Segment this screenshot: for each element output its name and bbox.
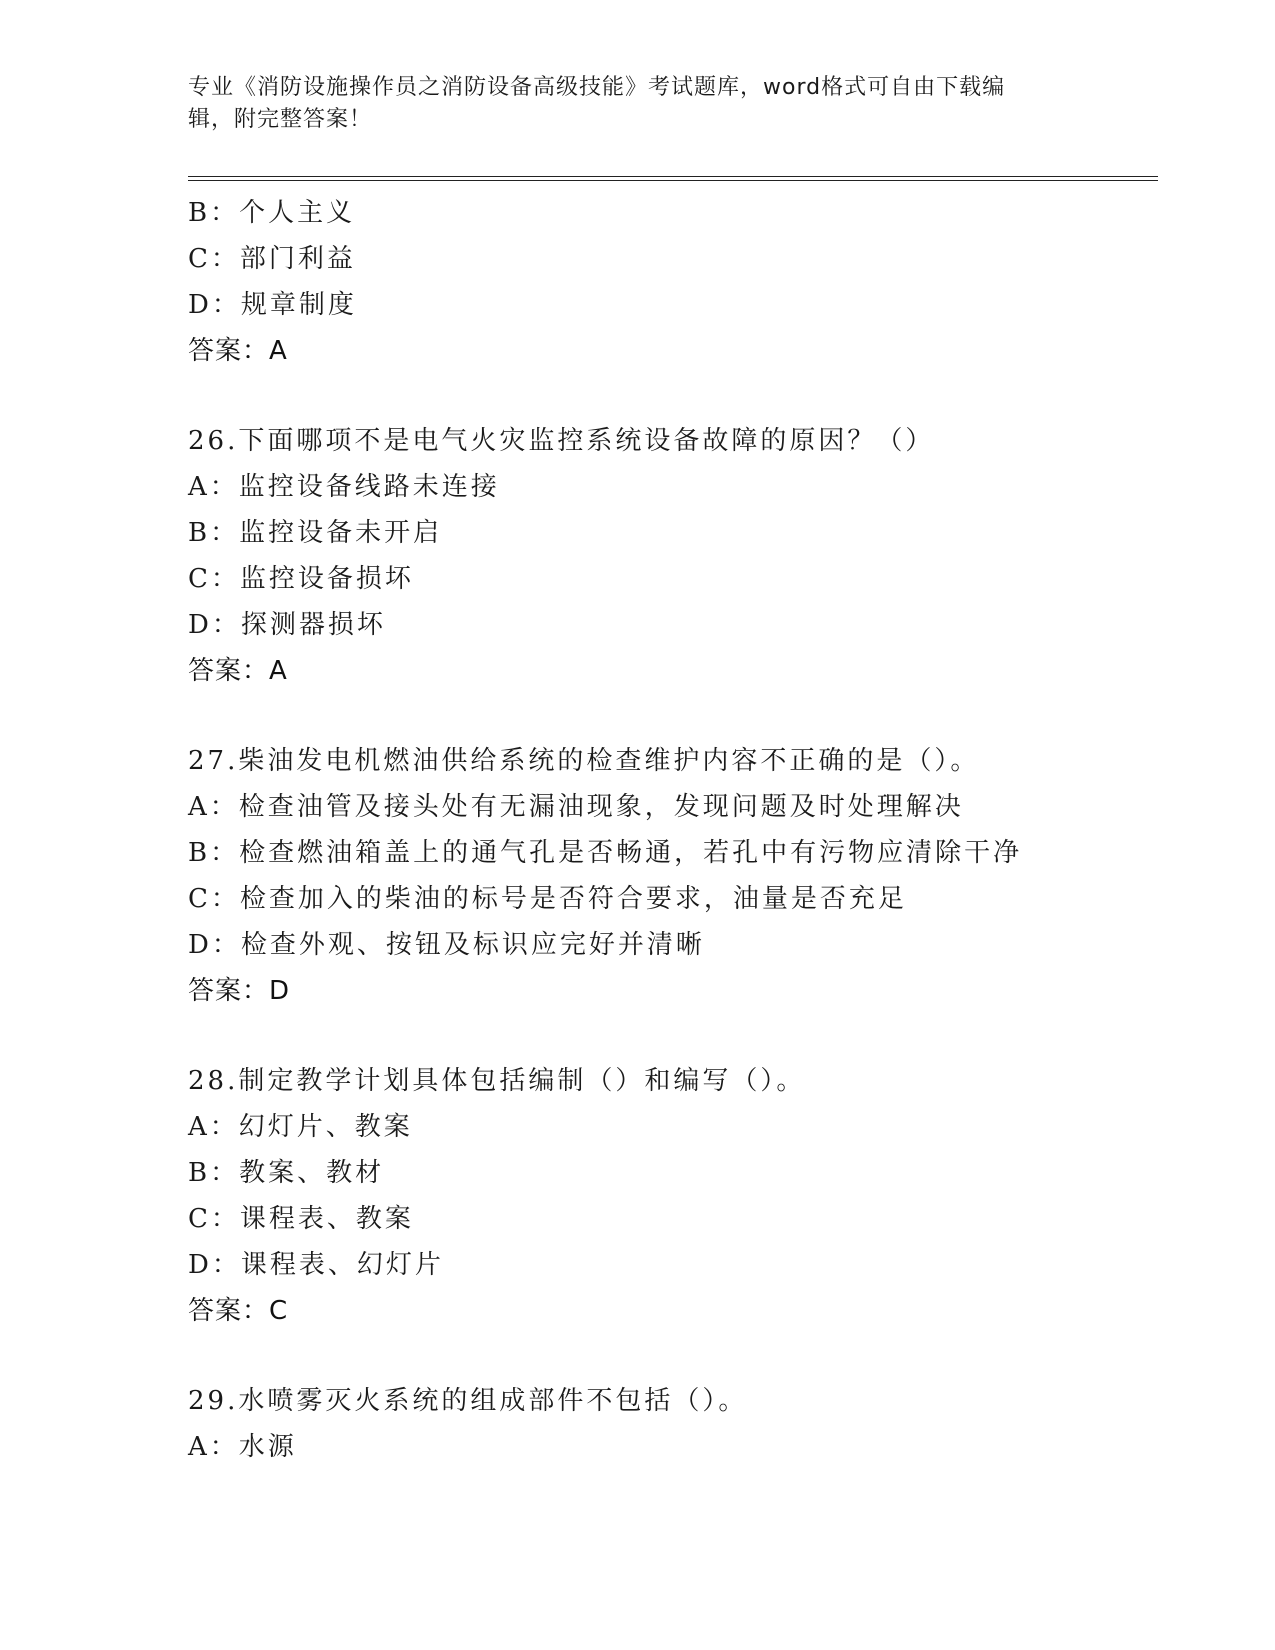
option-b: B：教案、教材 <box>188 1158 385 1188</box>
page-header <box>188 72 1068 136</box>
question-stem: 29.水喷雾灭火系统的组成部件不包括（）。 <box>188 1386 748 1416</box>
question-stem: 26.下面哪项不是电气火灾监控系统设备故障的原因？（） <box>188 426 935 456</box>
option-c: C：部门利益 <box>188 244 356 274</box>
answer-line: 答案：A <box>188 336 288 366</box>
answer-line: 答案：C <box>188 1296 289 1326</box>
option-c: C：检查加入的柴油的标号是否符合要求，油量是否充足 <box>188 884 907 914</box>
option-a: A：监控设备线路未连接 <box>188 472 500 502</box>
option-b: B：个人主义 <box>188 198 356 228</box>
option-d: D：规章制度 <box>188 290 357 320</box>
header-line-1: 专业《消防设施操作员之消防设备高级技能》考试题库，word格式可自由下载编 <box>188 75 1006 100</box>
option-b: B：监控设备未开启 <box>188 518 443 548</box>
option-d: D：检查外观、按钮及标识应完好并清晰 <box>188 930 705 960</box>
option-a: A：检查油管及接头处有无漏油现象，发现问题及时处理解决 <box>188 792 964 822</box>
option-c: C：课程表、教案 <box>188 1204 414 1234</box>
question-stem: 27.柴油发电机燃油供给系统的检查维护内容不正确的是（）。 <box>188 746 980 776</box>
option-d: D：探测器损坏 <box>188 610 386 640</box>
header-divider <box>188 176 1158 181</box>
option-b: B：检查燃油箱盖上的通气孔是否畅通，若孔中有污物应清除干净 <box>188 838 1023 868</box>
question-list <box>188 190 1148 1470</box>
option-c: C：监控设备损坏 <box>188 564 414 594</box>
question-25-continued <box>188 190 1148 374</box>
option-a: A：水源 <box>188 1432 297 1462</box>
answer-line: 答案：D <box>188 976 291 1006</box>
option-d: D：课程表、幻灯片 <box>188 1250 444 1280</box>
question-26 <box>188 418 1148 694</box>
option-a: A：幻灯片、教案 <box>188 1112 413 1142</box>
question-28 <box>188 1058 1148 1334</box>
question-27 <box>188 738 1148 1014</box>
question-29 <box>188 1378 1148 1470</box>
answer-line: 答案：A <box>188 656 288 686</box>
header-line-2: 辑，附完整答案！ <box>188 107 373 132</box>
question-stem: 28.制定教学计划具体包括编制（）和编写（）。 <box>188 1066 806 1096</box>
